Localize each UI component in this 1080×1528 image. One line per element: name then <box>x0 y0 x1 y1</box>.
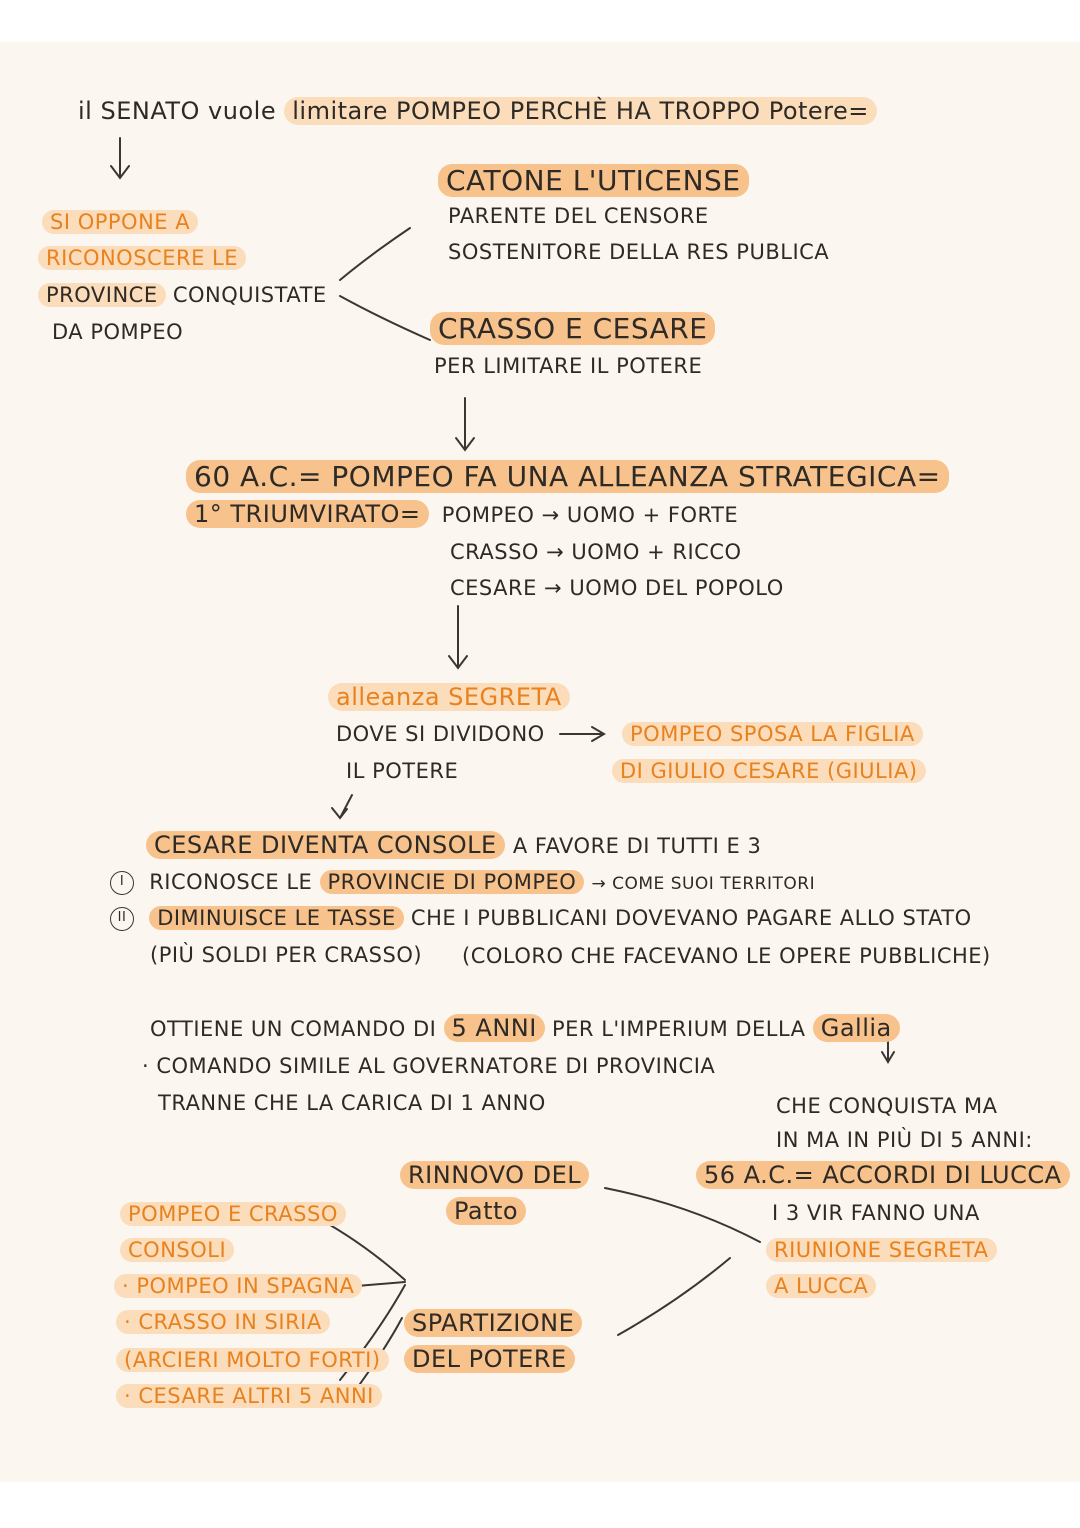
left-branch-line-2 <box>38 244 246 272</box>
point-2-number: II <box>110 907 134 931</box>
figlia-line-2-text: DI GIULIO CESARE (GIULIA) <box>612 759 926 783</box>
comando-line-3: TRANNE CHE LA CARICA DI 1 ANNO <box>158 1091 546 1115</box>
comando-middle: PER L'IMPERIUM DELLA <box>552 1017 806 1041</box>
alleanza-line-text: 60 A.C.= POMPEO FA UNA ALLEANZA STRATEGICA= <box>186 460 949 493</box>
comando-line-2: · COMANDO SIMILE AL GOVERNATORE DI PROVINCIA <box>142 1054 716 1078</box>
senato-line <box>78 96 877 126</box>
point-1-number: I <box>110 871 134 895</box>
segreta-title <box>328 682 570 712</box>
lucca-line-5 <box>766 1272 876 1300</box>
catone-line-2: SOSTENITORE DELLA RES PUBLICA <box>448 240 830 264</box>
left-branch-line-4: DA POMPEO <box>52 320 184 344</box>
alleanza-line <box>186 460 949 494</box>
consoli-line-1 <box>120 1200 346 1228</box>
crasso-cesare-line-1: PER LIMITARE IL POTERE <box>434 354 703 378</box>
comando-prefix: OTTIENE UN COMANDO DI <box>150 1017 437 1041</box>
triumviro-cesare: CESARE → UOMO DEL POPOLO <box>450 576 784 600</box>
segreta-line-2: IL POTERE <box>346 759 459 783</box>
left-branch-text-2: RICONOSCERE LE <box>38 246 246 270</box>
figlia-line-1-text: POMPEO SPOSA LA FIGLIA <box>622 722 923 746</box>
left-branch-text-3: PROVINCE <box>38 283 166 307</box>
rinnovo-line-2 <box>446 1196 526 1226</box>
console-rest: A FAVORE DI TUTTI E 3 <box>512 834 762 858</box>
consoli-line-6 <box>116 1382 382 1410</box>
lucca-title <box>696 1160 1070 1190</box>
point-2-suffix: CHE I PUBBLICANI DOVEVANO PAGARE ALLO STATO <box>410 906 972 930</box>
triumvirato-line <box>186 500 738 529</box>
triumvirato-label: 1° TRIUMVIRATO= <box>186 500 429 528</box>
segreta-title-text: alleanza SEGRETA <box>328 683 570 711</box>
spartizione-line-2 <box>404 1344 575 1374</box>
lucca-line-2: IN MA IN PIÙ DI 5 ANNI: <box>776 1128 1033 1152</box>
lucca-line-4-text: RIUNIONE SEGRETA <box>766 1238 997 1262</box>
consoli-line-5 <box>116 1346 389 1374</box>
point-1-line <box>110 868 815 898</box>
consoli-line-1-text: POMPEO E CRASSO <box>120 1202 346 1226</box>
triumviro-crasso: CRASSO → UOMO + RICCO <box>450 540 742 564</box>
rinnovo-line-2-text: Patto <box>446 1197 526 1225</box>
triumviro-pompeo: POMPEO → UOMO + FORTE <box>441 503 739 527</box>
consoli-line-4 <box>116 1308 330 1336</box>
left-branch-text-1: SI OPPONE A <box>42 210 198 234</box>
lucca-line-5-text: A LUCCA <box>766 1274 876 1298</box>
spartizione-line-1-text: SPARTIZIONE <box>404 1309 582 1337</box>
point-1-suffix: → COME SUOI TERRITORI <box>591 874 816 894</box>
lucca-title-text: 56 A.C.= ACCORDI DI LUCCA <box>696 1161 1070 1189</box>
senato-highlight: limitare POMPEO PERCHÈ HA TROPPO Potere= <box>284 97 877 125</box>
comando-years: 5 ANNI <box>444 1014 545 1042</box>
spartizione-line-2-text: DEL POTERE <box>404 1345 575 1373</box>
rinnovo-line-1 <box>400 1160 589 1190</box>
point-2-line <box>110 904 972 932</box>
lucca-line-3: I 3 VIR FANNO UNA <box>772 1201 980 1225</box>
consoli-line-5-text: (ARCIERI MOLTO FORTI) <box>116 1348 389 1372</box>
lucca-line-1: CHE CONQUISTA MA <box>776 1094 998 1118</box>
point-2-highlight: DIMINUISCE LE TASSE <box>149 906 404 930</box>
segreta-line-1: DOVE SI DIVIDONO <box>336 722 545 746</box>
console-highlight: CESARE DIVENTA CONSOLE <box>146 831 505 859</box>
point-1-prefix: RICONOSCE LE <box>149 870 313 894</box>
left-branch-line-3 <box>38 281 327 309</box>
lucca-line-4 <box>766 1236 997 1264</box>
left-branch-text-4: CONQUISTATE <box>172 283 327 307</box>
comando-gallia: Gallia <box>813 1014 900 1042</box>
catone-title-text: CATONE L'UTICENSE <box>438 164 749 197</box>
consoli-line-3 <box>114 1272 362 1300</box>
consoli-line-6-text: · CESARE ALTRI 5 ANNI <box>116 1384 382 1408</box>
consoli-line-3-text: · POMPEO IN SPAGNA <box>114 1274 362 1298</box>
comando-line-2-text: COMANDO SIMILE AL GOVERNATORE DI PROVINCIA <box>156 1054 716 1078</box>
note-pubblicani: (COLORO CHE FACEVANO LE OPERE PUBBLICHE) <box>462 944 991 968</box>
catone-title <box>438 164 749 198</box>
left-branch-line-1 <box>42 208 198 236</box>
consoli-line-4-text: · CRASSO IN SIRIA <box>116 1310 330 1334</box>
comando-line-1 <box>150 1014 900 1043</box>
crasso-cesare-title <box>430 312 715 346</box>
consoli-line-2 <box>120 1236 234 1264</box>
catone-line-1: PARENTE DEL CENSORE <box>448 204 709 228</box>
figlia-line-2 <box>612 757 926 785</box>
rinnovo-line-1-text: RINNOVO DEL <box>400 1161 589 1189</box>
senato-prefix: il SENATO vuole <box>78 97 277 125</box>
consoli-line-2-text: CONSOLI <box>120 1238 234 1262</box>
crasso-cesare-title-text: CRASSO E CESARE <box>430 312 715 345</box>
console-line <box>146 830 761 860</box>
note-crasso: (PIÙ SOLDI PER CRASSO) <box>150 943 423 967</box>
spartizione-line-1 <box>404 1308 582 1338</box>
point-1-highlight: PROVINCIE DI POMPEO <box>320 870 585 894</box>
figlia-line-1 <box>622 720 923 748</box>
